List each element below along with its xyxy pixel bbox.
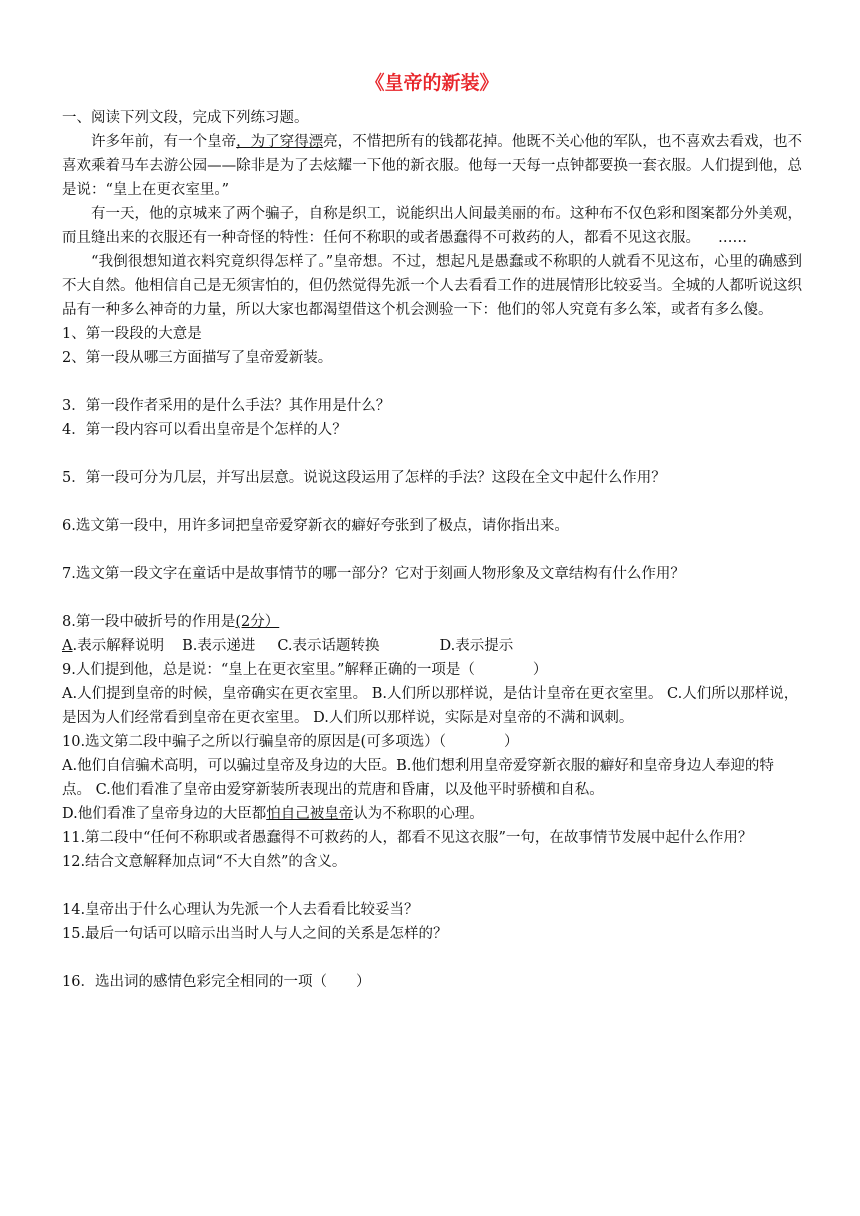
option-d-start: D.他们看准了皇帝身边的大臣都 [62, 806, 267, 822]
question-12: 12.结合文意解释加点词“不大自然”的含义。 [62, 854, 347, 870]
passage-p2-ellipsis: …… [718, 230, 747, 246]
section-heading: 一、阅读下列文段，完成下列练习题。 [62, 110, 309, 126]
question-1: 1、第一段段的大意是 [62, 326, 202, 342]
passage-p1-start: 许多年前，有一个皇帝 [91, 134, 237, 150]
option-a-text: .表示解释说明 [72, 638, 165, 654]
answer-space [62, 370, 802, 394]
question-10-option-d [62, 802, 802, 826]
question-7: 7.选文第一段文字在童话中是故事情节的哪一部分？它对于刻画人物形象及文章结构有什么作用？ [62, 566, 685, 582]
option-d: D.表示提示 [439, 638, 514, 654]
worksheet-page [62, 70, 802, 994]
answer-space [62, 538, 802, 562]
question-5: 5．第一段可分为几层，并写出层意。说说这段运用了怎样的手法？这段在全文中起什么作用？ [62, 470, 666, 486]
passage-paragraph-1 [62, 130, 802, 202]
passage-p1-underlined: ，为了穿得漂 [236, 134, 324, 150]
question-10-options-abc: A.他们自信骗术高明，可以骗过皇帝及身边的大臣。B.他们想利用皇帝爱穿新衣服的癖好和皇帝身边人奉迎的特点。 C.他们看准了皇帝由爱穿新装所表现出的荒唐和昏庸，以及他平时骄横和自私。 [62, 758, 774, 798]
question-8-stem: 8.第一段中破折号的作用是 [62, 614, 236, 630]
option-d-underlined: 怕自己被皇帝 [266, 806, 354, 822]
question-8 [62, 610, 802, 634]
passage-p2-text: 有一天，他的京城来了两个骗子，自称是织工，说能织出人间最美丽的布。这种布不仅色彩和图案都分外美观，而且缝出来的衣服还有一种奇怪的特性：任何不称职的或者愚蠢得不可救药的人，都看不见这衣服。 [62, 206, 802, 246]
question-2: 2、第一段从哪三方面描写了皇帝爱新装。 [62, 350, 333, 366]
answer-space [62, 586, 802, 610]
question-3: 3．第一段作者采用的是什么手法？其作用是什么？ [62, 398, 391, 414]
question-4: 4．第一段内容可以看出皇帝是个怎样的人？ [62, 422, 347, 438]
answer-space [62, 874, 802, 898]
question-8-score: (2分） [235, 614, 280, 630]
question-9: 9.人们提到他，总是说：“皇上在更衣室里。”解释正确的一项是（ ） [62, 662, 548, 678]
option-a-letter: A [62, 638, 73, 654]
passage-p1-rest: 亮，不惜把所有的钱都花掉。他既不关心他的军队，也不喜欢去看戏，也不喜欢乘着马车去游公园——除非是为了去炫耀一下他的新衣服。他每一天每一点钟都要换一套衣服。人们提到他，总是说：“皇上在更衣室里。” [62, 134, 803, 198]
passage-paragraph-3: “我倒很想知道衣料究竟织得怎样了。”皇帝想。不过，想起凡是愚蠢或不称职的人就看不见这布，心里的确感到不大自然。他相信自己是无须害怕的，但仍然觉得先派一个人去看看工作的进展情形比较妥当。全城的人都听说这织品有一种多么神奇的力量，所以大家也都渴望借这个机会测验一下：他们的邻人究竟有多么笨，或者有多么傻。 [62, 254, 802, 318]
question-16: 16．选出词的感情色彩完全相同的一项（ ） [62, 974, 371, 990]
question-11: 11.第二段中“任何不称职或者愚蠢得不可救药的人，都看不见这衣服”一句，在故事情节发展中起什么作用？ [62, 830, 753, 846]
question-10: 10.选文第二段中骗子之所以行骗皇帝的原因是(可多项选）（ ） [62, 734, 519, 750]
question-6: 6.选文第一段中，用许多词把皇帝爱穿新衣的癖好夸张到了极点，请你指出来。 [62, 518, 569, 534]
option-b: B.表示递进 [182, 638, 256, 654]
answer-space [62, 946, 802, 970]
option-c: C.表示话题转换 [277, 638, 380, 654]
answer-space [62, 490, 802, 514]
document-title: 《皇帝的新装》 [365, 72, 499, 94]
option-d-rest: 认为不称职的心理。 [353, 806, 484, 822]
question-9-options: A.人们提到皇帝的时候，皇帝确实在更衣室里。 B.人们所以那样说，是估计皇帝在更衣室里。 C.人们所以那样说，是因为人们经常看到皇帝在更衣室里。 D.人们所以那样说，实际是对皇帝的不满和讽刺。 [62, 686, 799, 726]
answer-space [62, 442, 802, 466]
question-14: 14.皇帝出于什么心理认为先派一个人去看看比较妥当？ [62, 902, 419, 918]
question-8-options [62, 634, 802, 658]
question-15: 15.最后一句话可以暗示出当时人与人之间的关系是怎样的？ [62, 926, 448, 942]
passage-paragraph-2 [62, 202, 802, 250]
